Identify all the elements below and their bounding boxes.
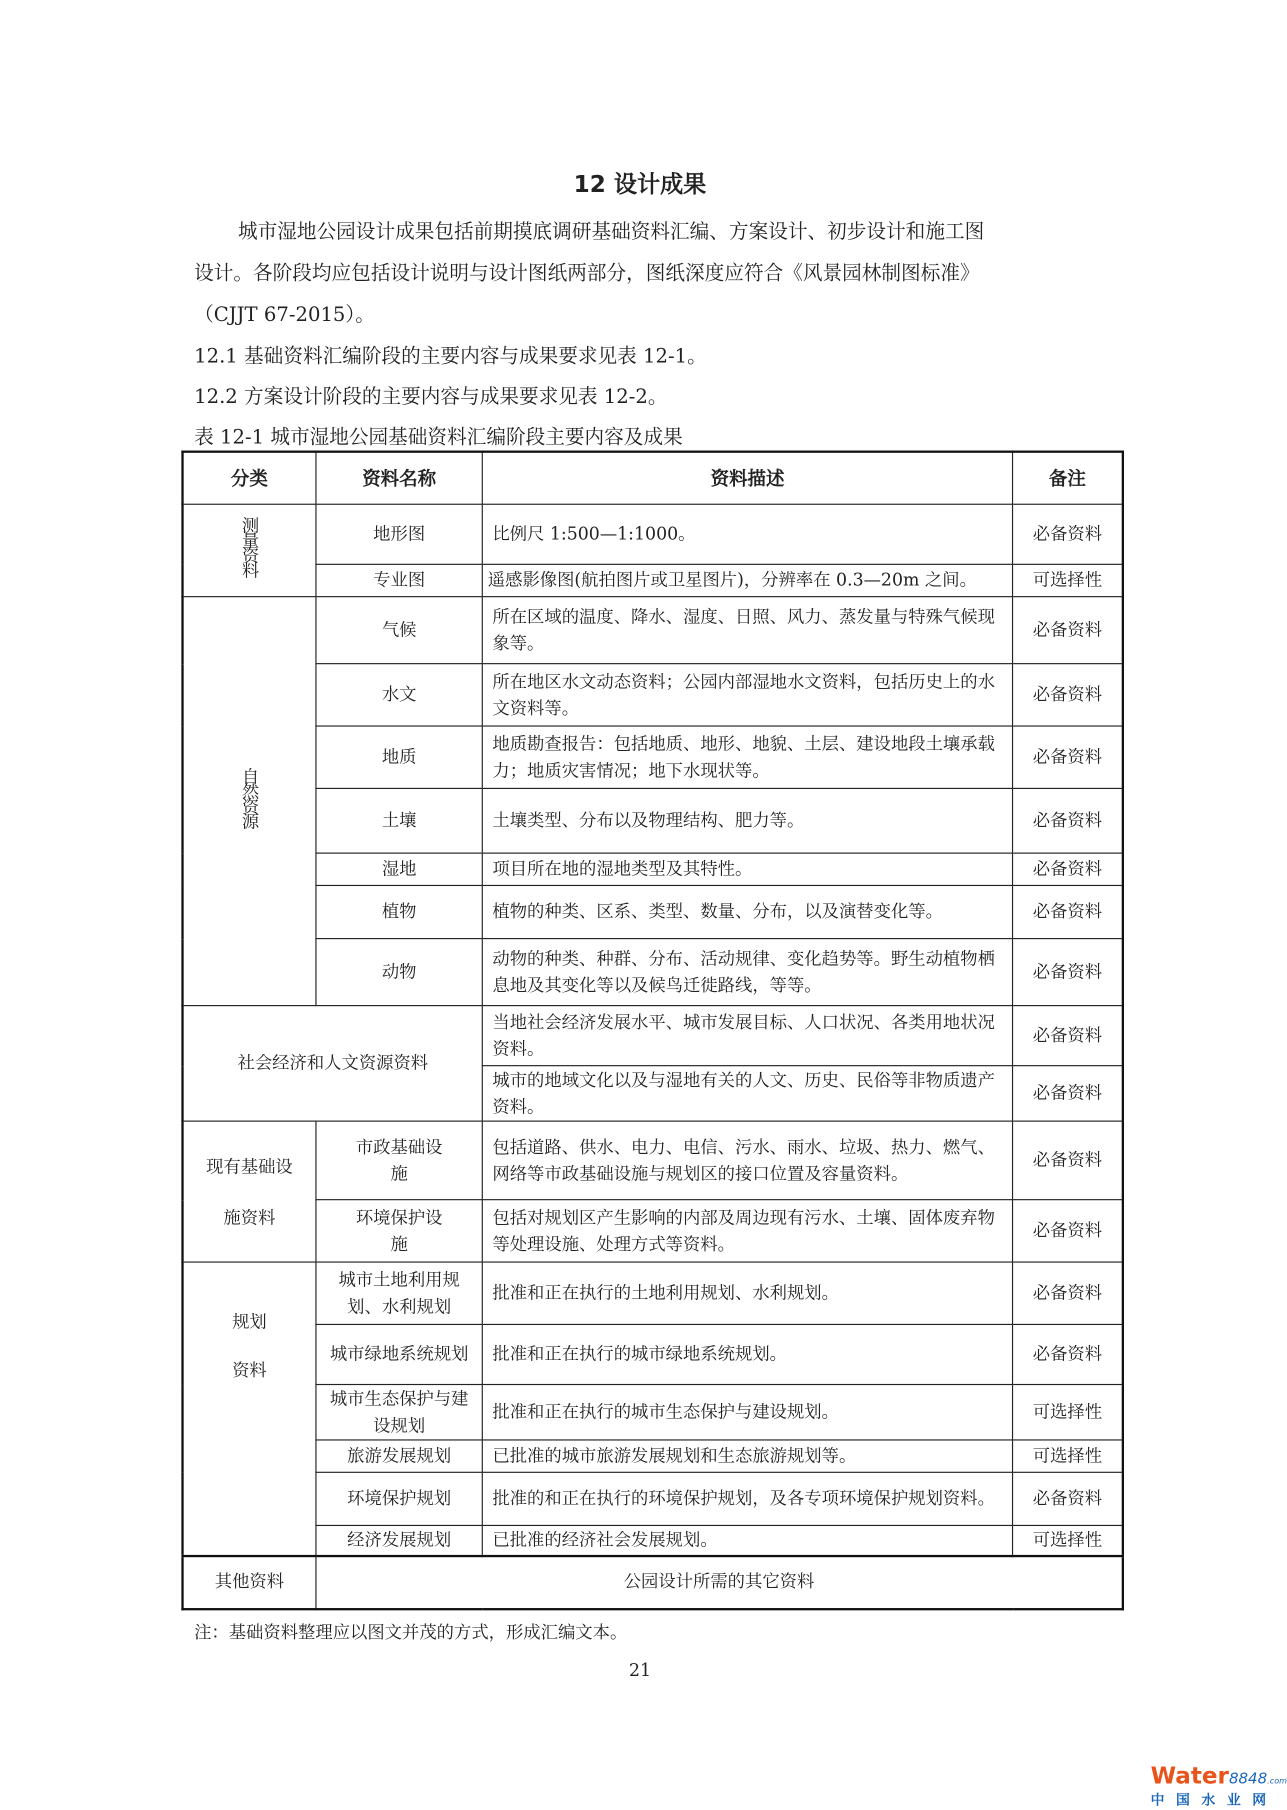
table-row (183, 1525, 1123, 1555)
table-row (183, 853, 1123, 885)
row-note: 必备资料 (1013, 726, 1123, 788)
row-desc: 比例尺 1:500—1:1000。 (483, 504, 1013, 564)
group-survey: 测量资料 (183, 504, 316, 596)
footnote: 注：基础资料整理应以图文并茂的方式，形成汇编文本。 (194, 1621, 628, 1643)
row-note: 必备资料 (1013, 1200, 1123, 1262)
paragraph-line: 设计。各阶段均应包括设计说明与设计图纸两部分，图纸深度应符合《风景园林制图标准》 (194, 262, 980, 286)
row-desc: 批准的和正在执行的环境保护规划，及各专项环境保护规划资料。 (483, 1472, 1013, 1525)
row-note: 可选择性 (1013, 564, 1123, 596)
row-name: 植物 (316, 885, 483, 938)
paragraph-line: （CJJT 67-2015）。 (194, 303, 375, 327)
table-row (183, 1440, 1123, 1472)
table-row (183, 664, 1123, 726)
row-desc: 土壤类型、分布以及物理结构、肥力等。 (483, 788, 1013, 853)
row-desc: 遥感影像图(航拍图片或卫星图片)，分辨率在 0.3—20m 之间。 (483, 564, 1013, 596)
row-desc: 动物的种类、种群、分布、活动规律、变化趋势等。野生动植物栖息地及其变化等以及候鸟迁徙路线，等等。 (483, 939, 1013, 1006)
row-desc: 所在地区水文动态资料；公园内部湿地水文资料，包括历史上的水文资料等。 (483, 664, 1013, 726)
row-note: 必备资料 (1013, 1262, 1123, 1324)
row-desc: 包括道路、供水、电力、电信、污水、雨水、垃圾、热力、燃气、网络等市政基础设施与规划区的接口位置及容量资料。 (483, 1121, 1013, 1200)
group-socioeconomic: 社会经济和人文资源资料 (183, 1006, 483, 1122)
paragraph-line: 城市湿地公园设计成果包括前期摸底调研基础资料汇编、方案设计、初步设计和施工图 (237, 220, 985, 244)
watermark-logo: Water8848.com 中国水业网 (1150, 1761, 1287, 1808)
row-desc: 已批准的经济社会发展规划。 (483, 1525, 1013, 1555)
row-desc: 批准和正在执行的城市生态保护与建设规划。 (483, 1385, 1013, 1440)
data-table (181, 451, 1124, 1610)
group-other: 其他资料 (183, 1555, 316, 1608)
row-note: 可选择性 (1013, 1525, 1123, 1555)
group-planning: 规划 资料 (183, 1262, 316, 1555)
row-note: 必备资料 (1013, 853, 1123, 885)
row-note: 必备资料 (1013, 788, 1123, 853)
row-desc: 所在区域的温度、降水、湿度、日照、风力、蒸发量与特殊气候现象等。 (483, 597, 1013, 664)
row-note: 必备资料 (1013, 664, 1123, 726)
row-name: 环境保护设施 (316, 1200, 483, 1262)
table-row (183, 726, 1123, 788)
row-note: 可选择性 (1013, 1385, 1123, 1440)
paragraph-12-2: 12.2 方案设计阶段的主要内容与成果要求见表 12-2。 (194, 385, 668, 409)
table-row (183, 788, 1123, 853)
row-note: 必备资料 (1013, 885, 1123, 938)
row-desc: 地质勘查报告：包括地质、地形、地貌、土层、建设地段土壤承载力；地质灾害情况；地下水现状等。 (483, 726, 1013, 788)
row-name: 环境保护规划 (316, 1472, 483, 1525)
row-note: 必备资料 (1013, 1066, 1123, 1121)
row-note: 必备资料 (1013, 597, 1123, 664)
row-name: 市政基础设施 (316, 1121, 483, 1200)
row-name: 城市绿地系统规划 (316, 1324, 483, 1384)
table-row (183, 885, 1123, 938)
table-row (183, 1006, 1123, 1066)
row-desc: 已批准的城市旅游发展规划和生态旅游规划等。 (483, 1440, 1013, 1472)
table-row (183, 1262, 1123, 1324)
row-desc: 城市的地域文化以及与湿地有关的人文、历史、民俗等非物质遗产资料。 (483, 1066, 1013, 1121)
table-row (183, 1121, 1123, 1200)
row-name: 城市土地利用规划、水利规划 (316, 1262, 483, 1324)
table-row (183, 1200, 1123, 1262)
header-description: 资料描述 (483, 452, 1013, 505)
row-desc: 包括对规划区产生影响的内部及周边现有污水、土壤、固体废弃物等处理设施、处理方式等资料。 (483, 1200, 1013, 1262)
table-row (183, 564, 1123, 596)
table-row (183, 1555, 1123, 1608)
row-note: 可选择性 (1013, 1440, 1123, 1472)
table-row (183, 597, 1123, 664)
row-desc: 公园设计所需的其它资料 (316, 1555, 1123, 1608)
row-name: 水文 (316, 664, 483, 726)
page-number: 21 (628, 1660, 652, 1681)
table-caption: 表 12-1 城市湿地公园基础资料汇编阶段主要内容及成果 (194, 426, 683, 450)
table-header-row (183, 452, 1123, 505)
row-note: 必备资料 (1013, 1006, 1123, 1066)
table-row (183, 504, 1123, 564)
paragraph-12-1: 12.1 基础资料汇编阶段的主要内容与成果要求见表 12-1。 (194, 345, 707, 369)
row-name: 经济发展规划 (316, 1525, 483, 1555)
table-row (183, 939, 1123, 1006)
row-name: 湿地 (316, 853, 483, 885)
row-note: 必备资料 (1013, 1324, 1123, 1384)
group-infrastructure: 现有基础设 施资料 (183, 1121, 316, 1262)
row-desc: 批准和正在执行的土地利用规划、水利规划。 (483, 1262, 1013, 1324)
row-name: 动物 (316, 939, 483, 1006)
row-name: 土壤 (316, 788, 483, 853)
row-name: 城市生态保护与建设规划 (316, 1385, 483, 1440)
row-desc: 批准和正在执行的城市绿地系统规划。 (483, 1324, 1013, 1384)
group-natural: 自然资源 (183, 597, 316, 1006)
header-name: 资料名称 (316, 452, 483, 505)
row-desc: 植物的种类、区系、类型、数量、分布，以及演替变化等。 (483, 885, 1013, 938)
row-name: 地形图 (316, 504, 483, 564)
row-note: 必备资料 (1013, 1121, 1123, 1200)
table-row (183, 1385, 1123, 1440)
row-name: 气候 (316, 597, 483, 664)
table-row (183, 1472, 1123, 1525)
row-name: 专业图 (316, 564, 483, 596)
header-note: 备注 (1013, 452, 1123, 505)
row-name: 旅游发展规划 (316, 1440, 483, 1472)
row-desc: 当地社会经济发展水平、城市发展目标、人口状况、各类用地状况资料。 (483, 1006, 1013, 1066)
header-category: 分类 (183, 452, 316, 505)
row-note: 必备资料 (1013, 1472, 1123, 1525)
row-note: 必备资料 (1013, 939, 1123, 1006)
row-note: 必备资料 (1013, 504, 1123, 564)
row-desc: 项目所在地的湿地类型及其特性。 (483, 853, 1013, 885)
table-row (183, 1324, 1123, 1384)
section-title: 12 设计成果 (573, 169, 707, 198)
row-name: 地质 (316, 726, 483, 788)
